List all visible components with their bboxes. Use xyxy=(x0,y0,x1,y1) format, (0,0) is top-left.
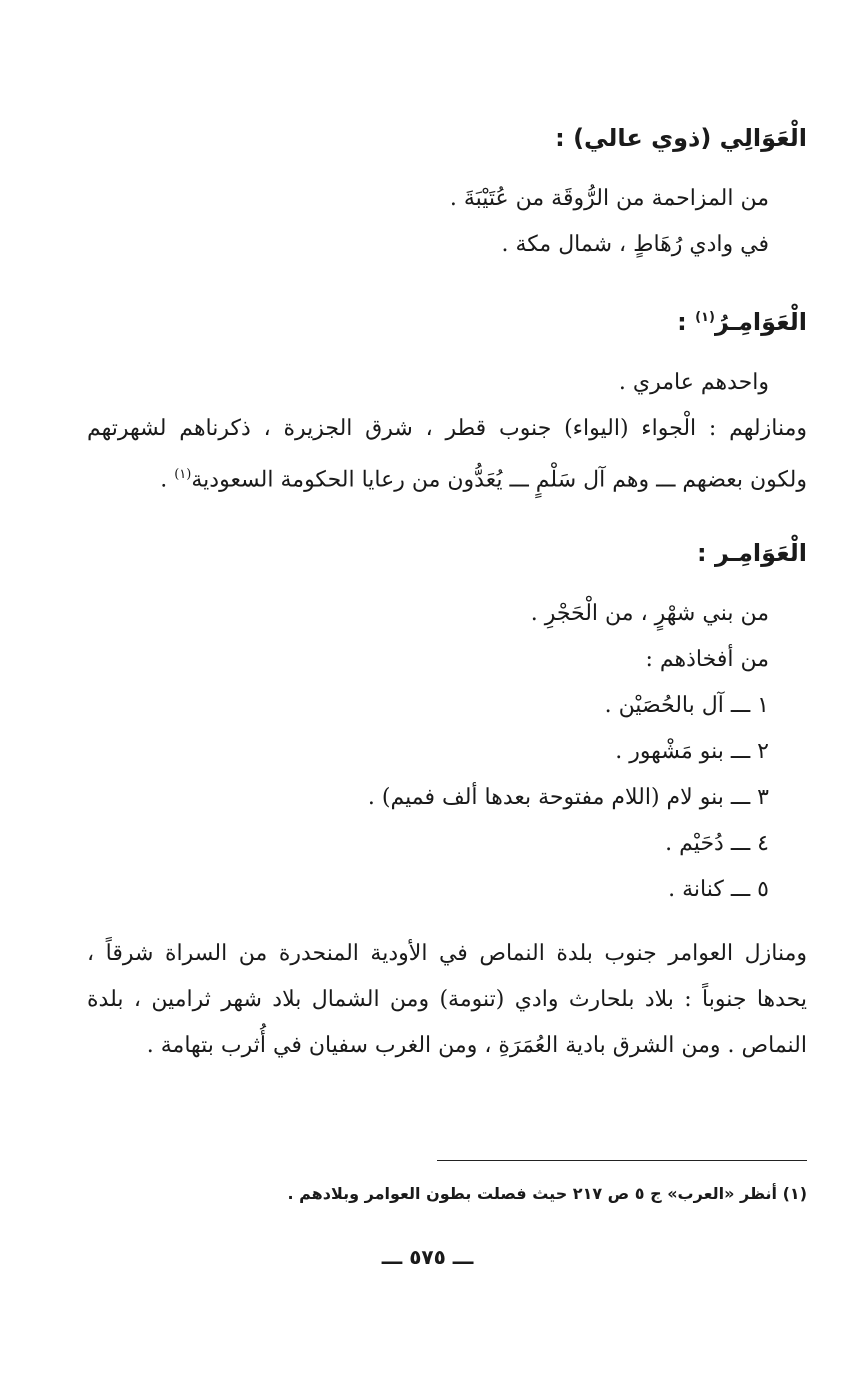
paragraph-end: . xyxy=(160,467,175,493)
entry-line: من أفخاذهم : xyxy=(645,647,769,673)
footnote-marker: (١) xyxy=(174,467,192,482)
list-item: ٤ ـــ دُحَيْم . xyxy=(665,831,769,857)
entry-title-awamir-2: الْعَوَامِـر : xyxy=(696,539,807,568)
list-item: ٢ ـــ بنو مَشْهور . xyxy=(615,739,769,765)
entry-title-suffix: : xyxy=(677,308,696,336)
entry-line: واحدهم عامري . xyxy=(618,370,769,395)
entry-paragraph xyxy=(87,406,807,503)
entry-title-awamir-1 xyxy=(87,298,807,342)
list-item: ٥ ـــ كنانة . xyxy=(668,877,769,903)
footnote: (١) أنظر «العرب» ج ٥ ص ٢١٧ حيث فصلت بطون العوامر وبلادهم . xyxy=(287,1184,807,1203)
entry-line: من المزاحمة من الرُّوقَة من عُتَيْبَةَ . xyxy=(449,186,769,211)
entry-line: من بني شهْرٍ ، من الْحَجْرِ . xyxy=(530,601,769,627)
entry-title-awali: الْعَوَالِي (ذوي عالي) : xyxy=(555,124,807,152)
page-number: ـــ ٥٧٥ ـــ xyxy=(381,1245,474,1269)
list-item: ٣ ـــ بنو لام (اللام مفتوحة بعدها ألف فميم) . xyxy=(367,785,769,811)
page-body xyxy=(87,118,807,1069)
list-item: ١ ـــ آل بالحُصَيْن . xyxy=(604,693,769,719)
footnote-divider xyxy=(437,1160,807,1161)
entry-line: في وادي رُهَاطٍ ، شمال مكة . xyxy=(501,232,769,257)
entry-title-text: الْعَوَامِـرُ xyxy=(714,308,807,336)
footnote-marker: (١) xyxy=(695,310,715,325)
entry-paragraph: ومنازل العوامر جنوب بلدة النماص في الأودية المنحدرة من السراة شرقاً ، يحدها جنوباً : بلاد بلحارث وادي (تنومة) ومن الشمال بلاد شهر ثرامين ، بلدة النماص . ومن الشرق بادية العُمَرَةِ ، ومن الغرب سفيان في أُثرب بتهامة . xyxy=(87,941,807,1059)
paragraph-text: ومنازلهم : الْجواء (اليواء) جنوب قطر ، شرق الجزيرة ، ذكرناهم لشهرتهم ولكون بعضهم ـــ وهم آل سَلْمٍ ـــ يُعَدُّون من رعايا الحكومة السعودية xyxy=(87,416,807,493)
